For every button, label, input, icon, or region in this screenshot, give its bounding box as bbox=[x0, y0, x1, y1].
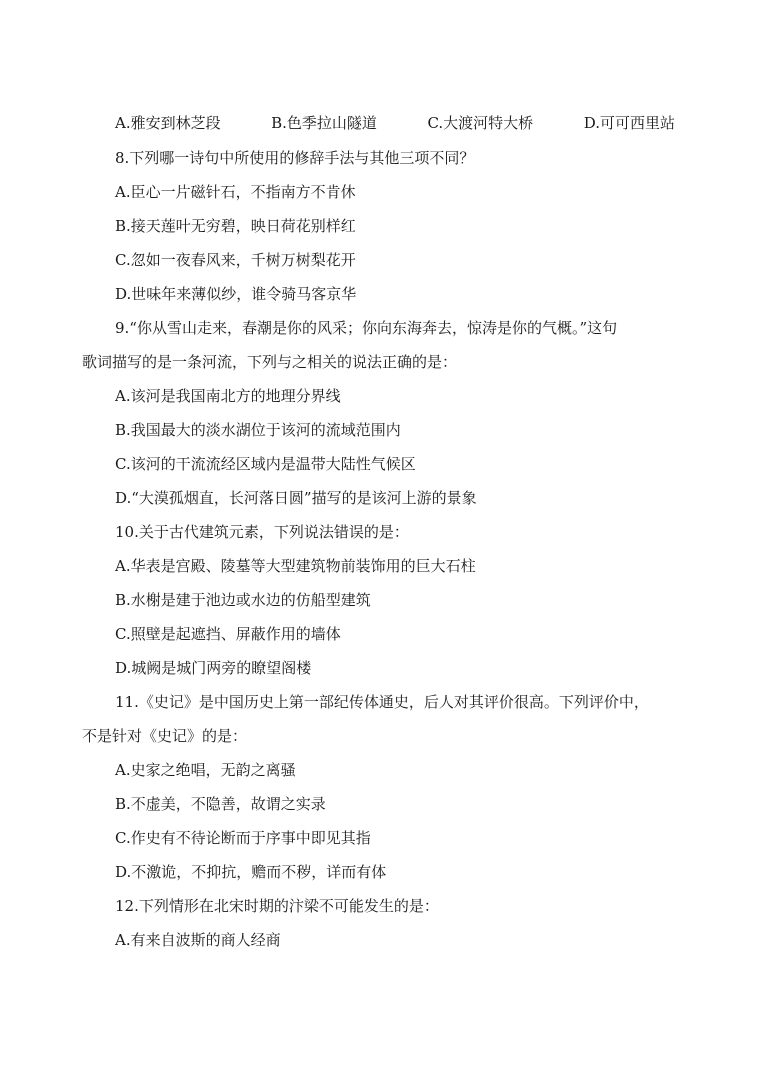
q10-option-d: D.城阙是城门两旁的瞭望阁楼 bbox=[115, 659, 312, 677]
q8-option-b: B.接天莲叶无穷碧，映日荷花别样红 bbox=[115, 217, 356, 235]
q10-option-b: B.水榭是建于池边或水边的仿船型建筑 bbox=[115, 591, 371, 609]
q12-option-a: A.有来自波斯的商人经商 bbox=[115, 931, 281, 949]
q10-option-c: C.照壁是起遮挡、屏蔽作用的墙体 bbox=[115, 625, 341, 643]
q8-option-c: C.忽如一夜春风来，千树万树梨花开 bbox=[115, 251, 356, 269]
q11-option-c: C.作史有不待论断而于序事中即见其指 bbox=[115, 829, 371, 847]
q11-stem-line1: 11.《史记》是中国历史上第一部纪传体通史，后人对其评价很高。下列评价中， bbox=[115, 693, 649, 711]
q10-option-a: A.华表是宫殿、陵墓等大型建筑物前装饰用的巨大石柱 bbox=[115, 557, 476, 575]
q11-option-d: D.不激诡，不抑抗，赡而不秽，详而有体 bbox=[115, 863, 387, 881]
q11-option-b: B.不虚美，不隐善，故谓之实录 bbox=[115, 795, 326, 813]
q7-option-b: B.色季拉山隧道 bbox=[271, 114, 377, 132]
q8-stem: 8.下列哪一诗句中所使用的修辞手法与其他三项不同？ bbox=[115, 149, 475, 167]
q9-option-b: B.我国最大的淡水湖位于该河的流域范围内 bbox=[115, 421, 401, 439]
q8-option-d: D.世味年来薄似纱，谁令骑马客京华 bbox=[115, 285, 357, 303]
q9-stem-line1: 9.“你从雪山走来，春潮是你的风采；你向东海奔去，惊涛是你的气概。”这句 bbox=[115, 319, 618, 337]
q10-stem: 10.关于古代建筑元素，下列说法错误的是： bbox=[115, 523, 409, 541]
q7-option-c: C.大渡河特大桥 bbox=[427, 114, 534, 132]
q9-stem-line2: 歌词描写的是一条河流，下列与之相关的说法正确的是： bbox=[82, 353, 458, 371]
q7-option-d: D.可可西里站 bbox=[583, 114, 675, 132]
q7-options-row bbox=[115, 113, 675, 133]
q12-stem: 12.下列情形在北宋时期的汴梁不可能发生的是： bbox=[115, 897, 439, 915]
q9-option-c: C.该河的干流流经区域内是温带大陆性气候区 bbox=[115, 455, 416, 473]
q8-option-a: A.臣心一片磁针石，不指南方不肯休 bbox=[115, 183, 356, 201]
q9-option-a: A.该河是我国南北方的地理分界线 bbox=[115, 387, 341, 405]
q11-option-a: A.史家之绝唱，无韵之离骚 bbox=[115, 761, 296, 779]
q11-stem-line2: 不是针对《史记》的是： bbox=[82, 727, 248, 745]
q7-option-a: A.雅安到林芝段 bbox=[115, 114, 221, 132]
q9-option-d: D.“大漠孤烟直，长河落日圆”描写的是该河上游的景象 bbox=[115, 489, 477, 507]
